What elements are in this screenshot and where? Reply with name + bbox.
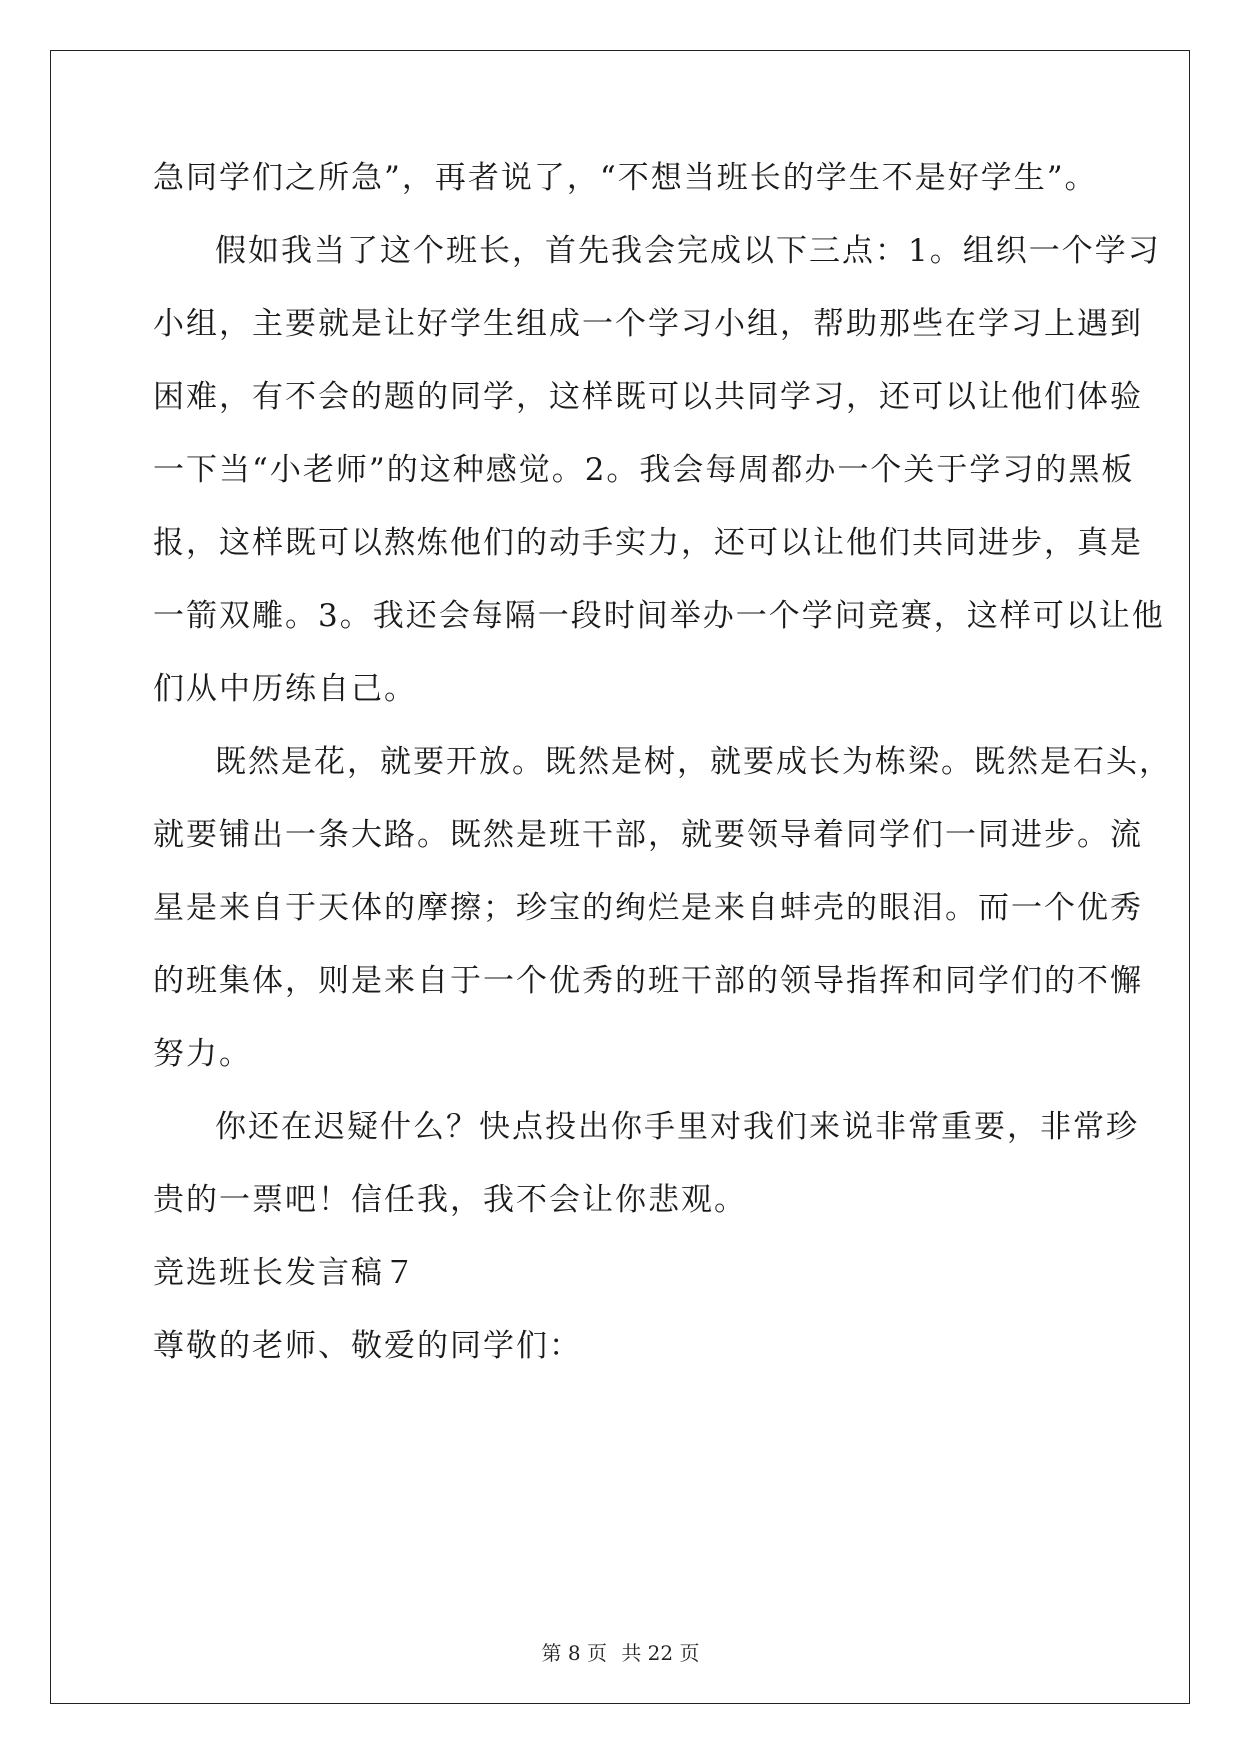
paragraph-line: 们从中历练自己。: [153, 671, 417, 707]
page-number: 第 8 页: [541, 1641, 607, 1665]
paragraph-line: 一箭双雕。3。我还会每隔一段时间举办一个学问竞赛，这样可以让他: [153, 598, 1165, 634]
paragraph-line: 就要铺出一条大路。既然是班干部，就要领导着同学们一同进步。流: [153, 817, 1143, 853]
paragraph-line: 一下当“小老师”的这种感觉。2。我会每周都办一个关于学习的黑板: [153, 452, 1135, 488]
paragraph-line: 急同学们之所急”，再者说了，“不想当班长的学生不是好学生”。: [153, 160, 1098, 196]
paragraph-line: 困难，有不会的题的同学，这样既可以共同学习，还可以让他们体验: [153, 379, 1143, 415]
paragraph-line: 既然是花，就要开放。既然是树，就要成长为栋梁。既然是石头，: [215, 744, 1172, 780]
page-footer: [0, 1637, 1241, 1666]
paragraph-line: 小组，主要就是让好学生组成一个学习小组，帮助那些在学习上遇到: [153, 306, 1143, 342]
paragraph-line: 你还在迟疑什么？快点投出你手里对我们来说非常重要，非常珍: [215, 1109, 1139, 1145]
paragraph-line: 的班集体，则是来自于一个优秀的班干部的领导指挥和同学们的不懈: [153, 963, 1143, 999]
page-border: [50, 50, 1190, 1704]
paragraph-line: 假如我当了这个班长，首先我会完成以下三点：1。组织一个学习: [215, 233, 1161, 269]
page-total: 共 22 页: [621, 1641, 700, 1665]
paragraph-line: 星是来自于天体的摩擦；珍宝的绚烂是来自蚌壳的眼泪。而一个优秀: [153, 890, 1143, 926]
paragraph-line: 贵的一票吧！信任我，我不会让你悲观。: [153, 1182, 747, 1218]
paragraph-line: 努力。: [153, 1036, 252, 1072]
paragraph-line: 报，这样既可以熬炼他们的动手实力，还可以让他们共同进步，真是: [153, 525, 1143, 561]
salutation-line: 尊敬的老师、敬爱的同学们：: [153, 1328, 582, 1364]
section-heading: 竞选班长发言稿７: [153, 1255, 417, 1291]
